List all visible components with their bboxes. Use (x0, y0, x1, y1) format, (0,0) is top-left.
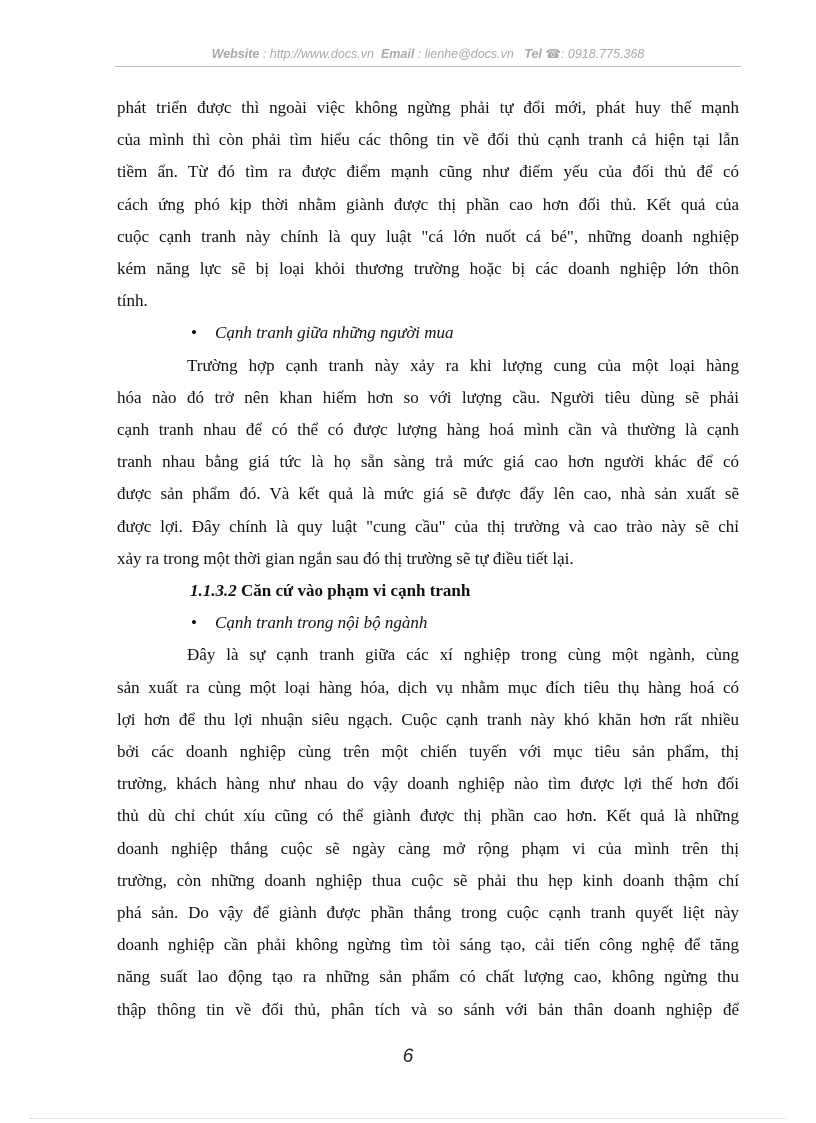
text-line: thủ dù chỉ chút xíu cũng có thể giành được thị phần cao hơn. Kết quả là những (117, 806, 739, 826)
text-line: tranh nhau bằng giá tức là họ sẵn sàng trả mức giá cao hơn người khác để có (117, 452, 739, 472)
bullet-text: Cạnh tranh trong nội bộ ngành (215, 613, 428, 633)
website-label: Website (211, 47, 260, 61)
bullet-icon: • (191, 613, 197, 633)
text-line: cuộc cạnh tranh này chính là quy luật "cá lớn nuốt cá bé", những doanh nghiệp (117, 226, 739, 246)
text-line: Đây là sự cạnh tranh giữa các xí nghiệp trong cùng một ngành, cùng (187, 645, 739, 665)
heading-text: Căn cứ vào phạm vi cạnh tranh (241, 581, 471, 601)
page-number: 6 (402, 1046, 414, 1067)
heading-number: 1.1.3.2 (190, 581, 237, 601)
paragraph-1 (117, 92, 739, 317)
text-line: tính. (117, 291, 148, 311)
section-heading (117, 575, 739, 607)
text-line: cách ứng phó kịp thời nhằm giành được thị phần cao hơn đối thủ. Kết quả của (117, 194, 739, 214)
text-line: thập thông tin về đối thủ, phân tích và so sánh với bản thân doanh nghiệp để (117, 999, 739, 1019)
text-line: lợi hơn để thu lợi nhuận siêu ngạch. Cuộc cạnh tranh này khó khăn hơn rất nhiều (117, 709, 739, 729)
page-header (115, 46, 741, 61)
text-line: hóa nào đó trở nên khan hiếm hơn so với lượng cầu. Người tiêu dùng sẽ phải (117, 387, 739, 407)
text-line: được sản phẩm đó. Và kết quả là mức giá sẽ được đẩy lên cao, nhà sản xuất sẽ (117, 484, 739, 504)
text-line: Trường hợp cạnh tranh này xảy ra khi lượng cung của một loại hàng (187, 355, 739, 375)
tel-label: Tel (524, 47, 542, 61)
bullet-item-industry (117, 607, 739, 639)
text-line: phát triển được thì ngoài việc không ngừng phải tự đổi mới, phát huy thế mạnh (117, 98, 739, 117)
text-line: sản xuất ra cùng một loại hàng hóa, dịch vụ nhằm mục đích tiêu thụ hàng hoá có (117, 677, 739, 697)
bullet-item-buyers (117, 317, 739, 349)
text-line: xảy ra trong một thời gian ngắn sau đó thị trường sẽ tự điều tiết lại. (117, 548, 574, 568)
tel-value: : 0918.775.368 (560, 47, 645, 61)
text-line: doanh nghiệp thắng cuộc sẽ ngày càng mở rộng phạm vi của mình trên thị (117, 838, 739, 858)
paragraph-2 (117, 350, 739, 575)
email-value: : lienhe@docs.vn (417, 47, 514, 61)
document-body (117, 92, 739, 1026)
email-label: Email (380, 47, 415, 61)
bullet-text: Cạnh tranh giữa những người mua (215, 323, 454, 343)
text-line: tiềm ẩn. Từ đó tìm ra được điểm mạnh cũng như điểm yếu của đối thủ để có (117, 162, 739, 182)
text-line: trường, còn những doanh nghiệp thua cuộc sẽ phải thu hẹp kinh doanh thậm chí (117, 870, 739, 890)
text-line: bởi các doanh nghiệp cùng trên một chiến tuyến với mục tiêu sản phẩm, thị (117, 742, 739, 762)
header-divider (115, 66, 741, 67)
text-line: cạnh tranh nhau để có thể có được lượng hàng hoá mình cần và thường là cạnh (117, 420, 739, 440)
website-value: : http://www.docs.vn (262, 47, 374, 61)
text-line: được lợi. Đây chính là quy luật "cung cầu" của thị trường và cao trào này sẽ chỉ (117, 516, 739, 536)
bullet-icon: • (191, 323, 197, 343)
paragraph-3 (117, 639, 739, 1025)
phone-icon: ☎ (545, 47, 561, 61)
text-line: năng suất lao động tạo ra những sản phẩm có chất lượng cao, không ngừng thu (117, 967, 739, 987)
text-line: trường, khách hàng như nhau do vậy doanh nghiệp nào tìm được lợi thế hơn đối (117, 774, 739, 794)
text-line: kém năng lực sẽ bị loại khỏi thương trường hoặc bị các doanh nghiệp lớn thôn (117, 259, 739, 279)
text-line: phá sản. Do vậy để giành được phần thắng trong cuộc cạnh tranh quyết liệt này (117, 903, 739, 923)
footer-divider (30, 1118, 786, 1119)
text-line: doanh nghiệp cần phải không ngừng tìm tòi sáng tạo, cải tiến công nghệ để tăng (117, 935, 739, 955)
text-line: của mình thì còn phải tìm hiểu các thông tin về đối thủ cạnh tranh cả hiện tại lẫn (117, 130, 739, 150)
